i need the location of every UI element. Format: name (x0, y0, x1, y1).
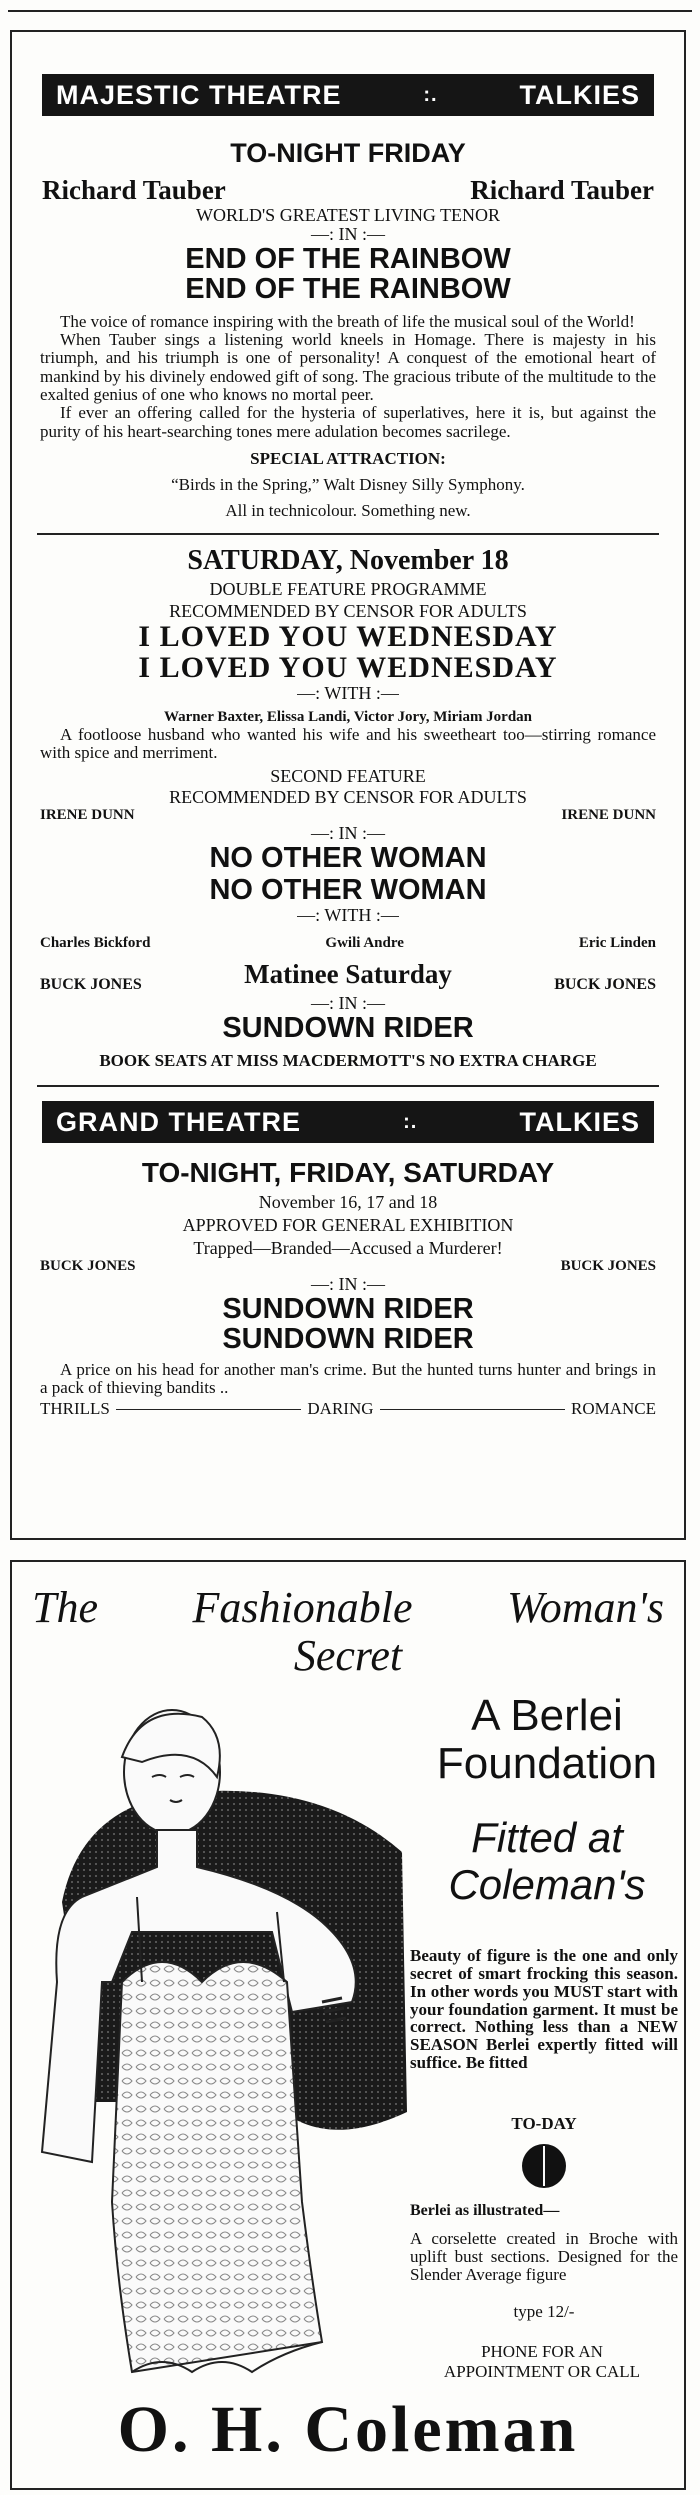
grand-tonight: TO-NIGHT, FRIDAY, SATURDAY (141, 1157, 555, 1189)
majestic-star-row (42, 175, 654, 206)
fitted-line-1: Fitted at (471, 1814, 623, 1861)
film-title-wednesday-2: I LOVED YOU WEDNESDAY (138, 651, 558, 685)
dash-rule (116, 1409, 302, 1410)
phone-line-1: PHONE FOR AN (481, 2342, 603, 2361)
majestic-with-1: —: WITH :— (297, 682, 399, 703)
grand-banner-talkies: TALKIES (519, 1106, 640, 1137)
corselette-garment (112, 1962, 322, 2372)
romance-label: ROMANCE (571, 1399, 657, 1419)
irene-dunn-left: IRENE DUNN (40, 807, 135, 824)
grand-dates: November 16, 17 and 18 (258, 1192, 438, 1213)
star-name-left: Richard Tauber (42, 175, 226, 205)
matinee-row (40, 956, 656, 994)
grand-in: —: IN :— (311, 1273, 385, 1294)
grand-footer-line (40, 1399, 656, 1419)
headline-secret: Secret (293, 1631, 403, 1680)
phone-call-to-action (402, 2342, 682, 2383)
berlei-today: TO-DAY (511, 2114, 577, 2133)
grand-trapped: Trapped—Branded—Accused a Murderer! (193, 1237, 503, 1258)
headline-the: The (32, 1583, 98, 1632)
cast-andre: Gwili Andre (325, 934, 404, 951)
headline-fashionable: Fashionable (192, 1583, 413, 1632)
majestic-banner-talkies: TALKIES (519, 79, 640, 110)
corselette-price: type 12/- (513, 2302, 575, 2321)
majestic-banner (42, 74, 654, 116)
film-title-woman-1: NO OTHER WOMAN (209, 842, 487, 875)
film-title-woman-2: NO OTHER WOMAN (209, 873, 487, 906)
majestic-in-1: —: IN :— (311, 223, 385, 244)
majestic-tonight: TO-NIGHT FRIDAY (230, 138, 466, 168)
grand-top-rule (37, 1085, 659, 1087)
berlei-body-copy: Beauty of figure is the one and only secret of smart frocking this season. In other words you MUST start with your foundation garment. It must be correct. Nothing less than a NEW SEASON Berlei expertly fitted will suffice. Be fitted (410, 1946, 678, 2073)
special-attraction-heading: SPECIAL ATTRACTION: (250, 449, 446, 469)
technicolour-line: All in technicolour. Something new. (225, 501, 471, 521)
irene-dunn-row (40, 807, 656, 824)
as-illustrated: Berlei as illustrated— (410, 2202, 560, 2219)
grand-approved: APPROVED FOR GENERAL EXHIBITION (182, 1214, 514, 1235)
corselette-description: A corselette created in Broche with uplift bust sections. Designed for the Slender Average figure (410, 2229, 678, 2284)
tenor-tagline: WORLD'S GREATEST LIVING TENOR (195, 205, 501, 225)
film-title-rainbow-2: END OF THE RAINBOW (185, 273, 511, 306)
double-feature-label: DOUBLE FEATURE PROGRAMME (209, 579, 487, 600)
cast-bickford: Charles Bickford (40, 934, 151, 951)
majestic-in-3: —: IN :— (311, 992, 385, 1013)
grand-banner-name: GRAND THEATRE (56, 1106, 301, 1137)
grand-description: A price on his head for another man's crime. But the hunted turns hunter and brings in a pack of thieving bandits .. (40, 1359, 656, 1397)
second-feature-label: SECOND FEATURE (270, 765, 426, 786)
star-name-right: Richard Tauber (470, 175, 654, 205)
fitted-at (417, 1814, 677, 1908)
grand-buck-row (40, 1258, 656, 1275)
berlei-seal (520, 2142, 568, 2190)
film-title-rainbow-1: END OF THE RAINBOW (185, 242, 511, 275)
grand-banner-separator: :. (403, 1110, 418, 1133)
censor-note-2: RECOMMENDED BY CENSOR FOR ADULTS (169, 787, 527, 808)
cast-linden: Eric Linden (578, 934, 656, 951)
rainbow-para-2: When Tauber sings a listening world kneels in Homage. There is majesty in his triumph, and his triumph is one of personality! A conquest of the emotional heart of mankind by his divinely endowed gift of song. The gracious tribute of the multitude to the exalted genius of one who knows no mortal peer. (40, 330, 656, 405)
store-name: O. H. Coleman (117, 2393, 579, 2466)
majestic-banner-name: MAJESTIC THEATRE (56, 79, 342, 110)
book-seats-notice: BOOK SEATS AT MISS MACDERMOTT'S NO EXTRA CHARGE (99, 1051, 597, 1071)
berlei-headline-row (12, 1582, 684, 1633)
majestic-with-2: —: WITH :— (297, 904, 399, 925)
film-title-wednesday-1: I LOVED YOU WEDNESDAY (138, 619, 558, 653)
rainbow-para-3: If ever an offering called for the hysteria of superlatives, here it is, but against the purity of his heart-searching tones mere adulation becomes sacrilege. (40, 403, 656, 441)
censor-note-1: RECOMMENDED BY CENSOR FOR ADULTS (169, 601, 527, 622)
rainbow-para-1: The voice of romance inspiring with the breath of life the musical soul of the World! (60, 311, 635, 331)
buck-jones-right: BUCK JONES (554, 975, 656, 993)
saturday-heading: SATURDAY, November 18 (187, 545, 509, 577)
headline-womans: Woman's (507, 1583, 664, 1632)
wednesday-cast: Warner Baxter, Elissa Landi, Victor Jory, Miriam Jordan (163, 708, 533, 725)
buck-jones-left: BUCK JONES (40, 975, 142, 993)
film-title-sundown-grand-2: SUNDOWN RIDER (222, 1323, 474, 1356)
brand-line-1: A Berlei (471, 1691, 623, 1740)
wednesday-description: A footloose husband who wanted his wife and his sweetheart too—stirring romance with spice and merriment. (40, 724, 656, 763)
film-title-sundown-majestic: SUNDOWN RIDER (222, 1011, 474, 1044)
corselette-illustration (22, 1682, 422, 2382)
daring-label: DARING (307, 1399, 374, 1419)
berlei-advertisement (10, 1560, 686, 2490)
dash-rule (380, 1409, 566, 1410)
woman-cast-row (40, 935, 656, 952)
cinema-advertisement (10, 30, 686, 1540)
special-attraction-line: “Birds in the Spring,” Walt Disney Silly Symphony. (171, 475, 525, 495)
page-top-rule (8, 10, 692, 12)
matinee-saturday: Matinee Saturday (244, 959, 452, 990)
film-title-sundown-grand-1: SUNDOWN RIDER (222, 1292, 474, 1325)
phone-line-2: APPOINTMENT OR CALL (443, 2362, 641, 2382)
fitted-line-2: Coleman's (448, 1861, 646, 1909)
irene-dunn-right: IRENE DUNN (561, 807, 656, 824)
majestic-banner-separator: :. (423, 83, 438, 106)
grand-banner (42, 1101, 654, 1143)
grand-buck-right: BUCK JONES (560, 1257, 656, 1274)
section-divider (37, 533, 659, 535)
grand-buck-left: BUCK JONES (40, 1257, 136, 1274)
berlei-brand (417, 1692, 677, 1789)
majestic-in-2: —: IN :— (311, 823, 385, 844)
thrills-label: THRILLS (40, 1399, 110, 1419)
brand-line-2: Foundation (436, 1739, 658, 1789)
